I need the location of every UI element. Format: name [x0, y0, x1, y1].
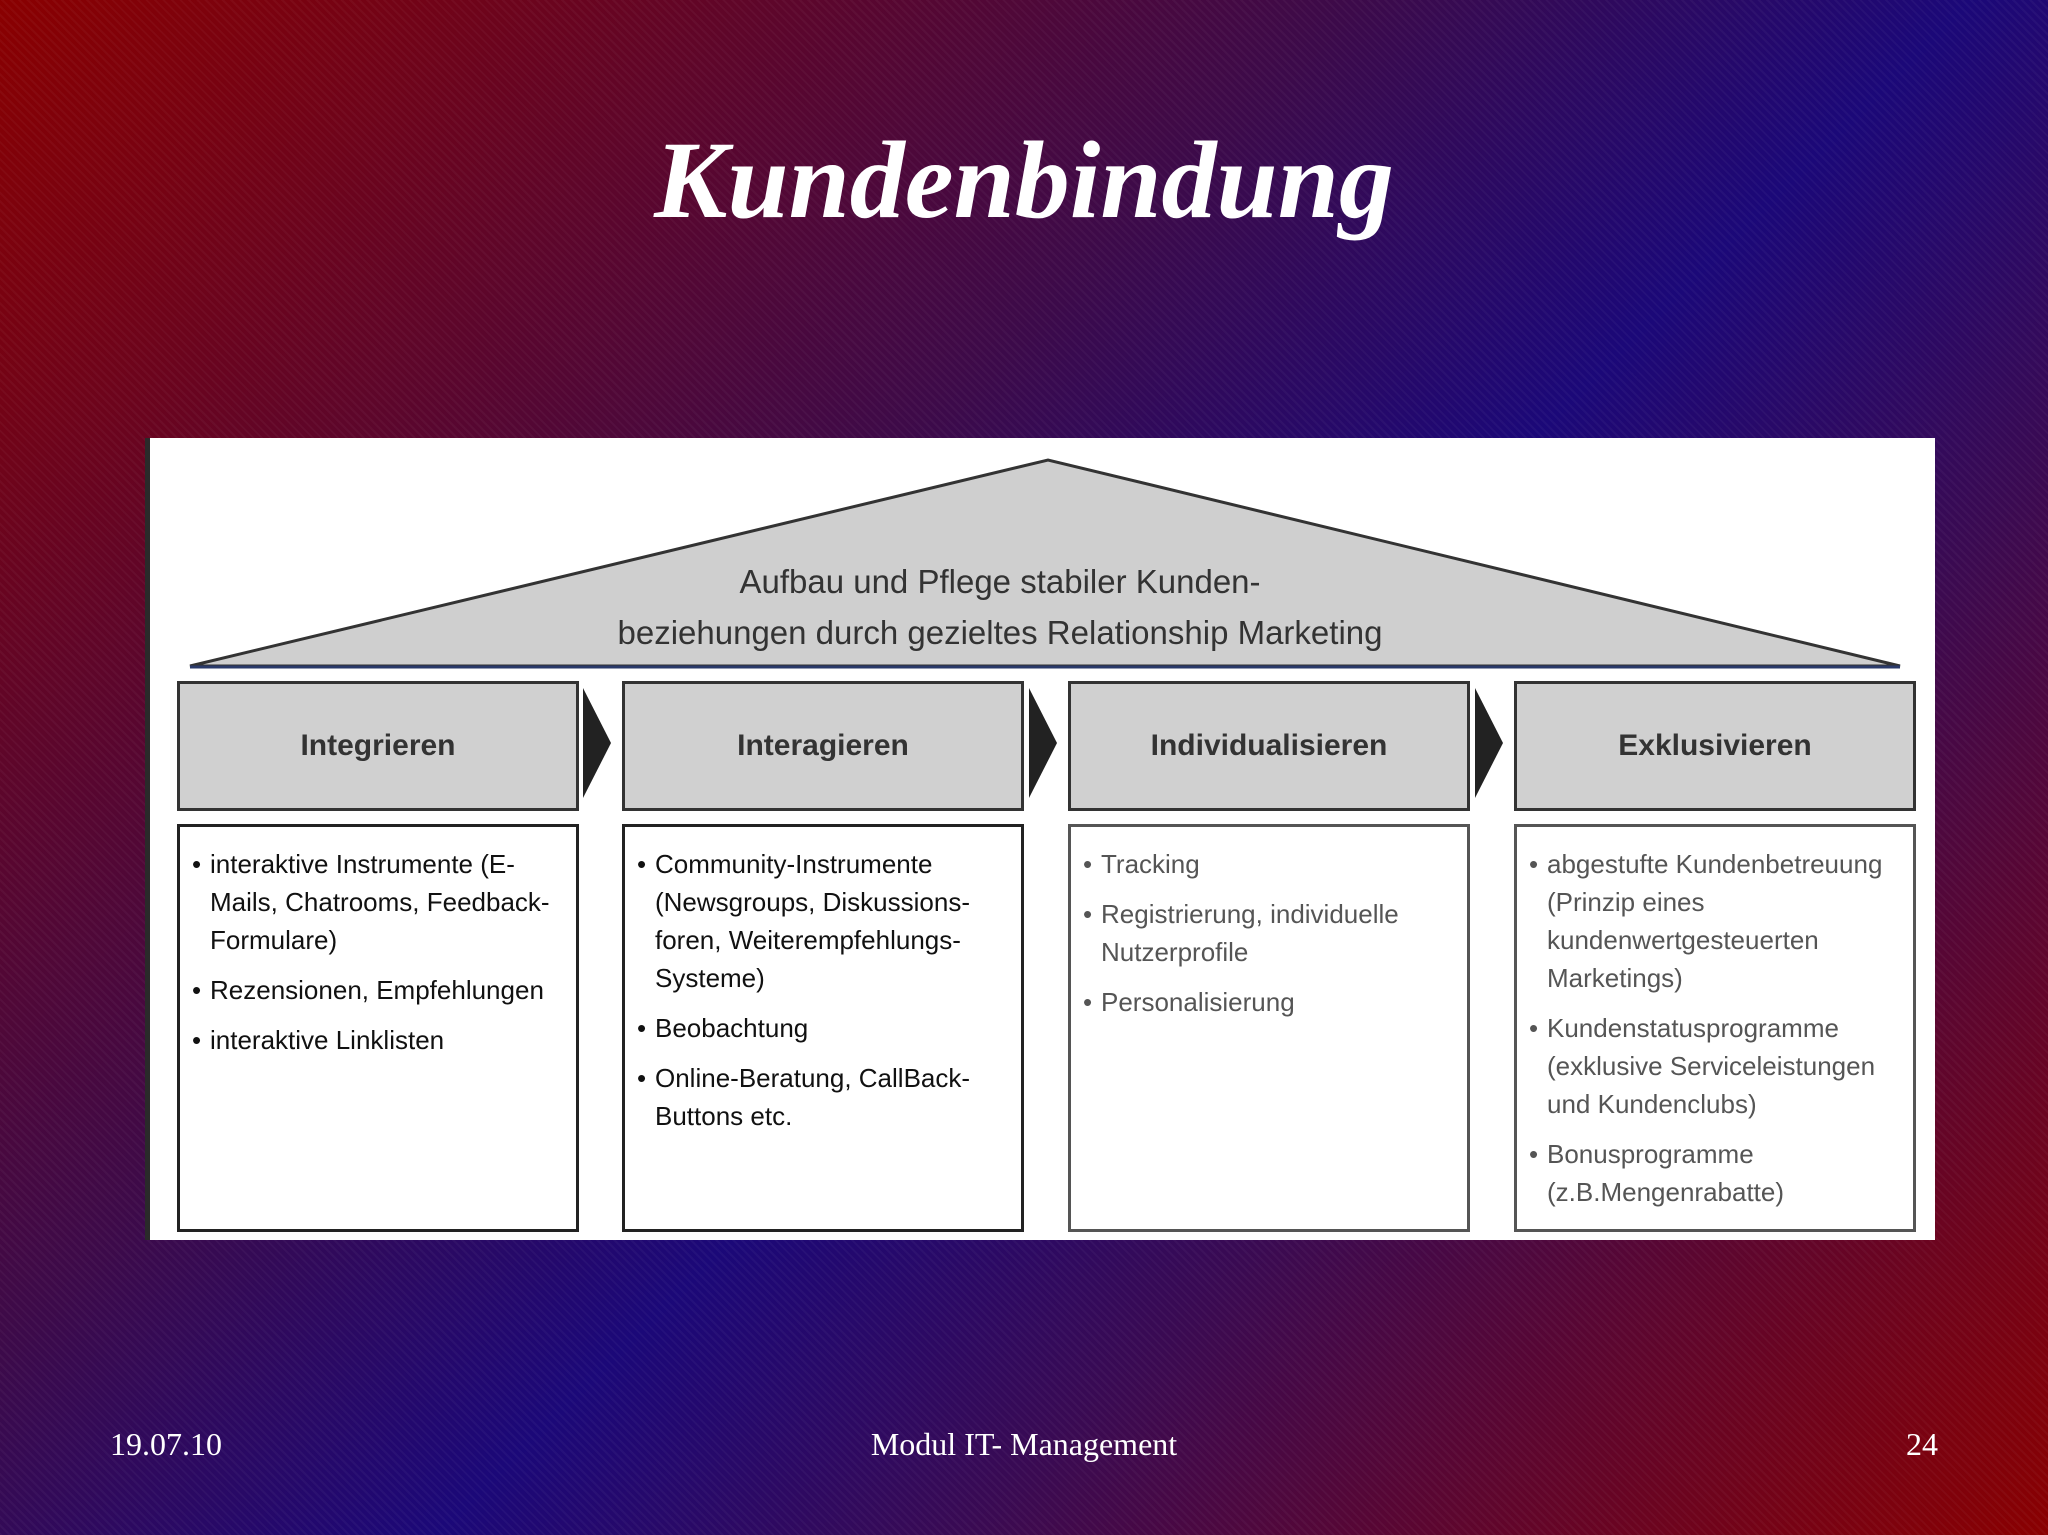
- list-item: • interaktive Instrumente (E-Mails, Chatrooms, Feedback-Formulare): [192, 845, 566, 959]
- footer-date: 19.07.10: [110, 1426, 222, 1462]
- list-item: • Registrierung, individuelle Nutzerprofile: [1083, 895, 1457, 971]
- footer-title: Modul IT- Management: [870, 1426, 1178, 1462]
- pillar-body-exklusivieren: [1514, 824, 1916, 1232]
- pillar-heading-interagieren: Interagieren: [622, 681, 1024, 811]
- page-number: 24: [1906, 1426, 1938, 1462]
- bullet-list: [637, 845, 1011, 1135]
- arrow-right-icon: [583, 688, 611, 798]
- bullet-list: [1083, 845, 1457, 1021]
- list-item: • Personalisierung: [1083, 983, 1457, 1021]
- pillar-heading-exklusivieren: Exklusivieren: [1514, 681, 1916, 811]
- list-item: • Community-Instrumente (Newsgroups, Diskussions-foren, Weiterempfehlungs-Systeme): [637, 845, 1011, 997]
- arrow-right-icon: [1475, 688, 1503, 798]
- list-item: • interaktive Linklisten: [192, 1021, 566, 1059]
- list-item: • abgestufte Kundenbetreuung (Prinzip eines kundenwertgesteuerten Marketings): [1529, 845, 1903, 997]
- pillar-body-individualisieren: [1068, 824, 1470, 1232]
- list-item: • Bonusprogramme (z.B.Mengenrabatte): [1529, 1135, 1903, 1211]
- slide-title: Kundenbindung: [654, 119, 1394, 241]
- bullet-list: [1529, 845, 1903, 1211]
- pillar-body-interagieren: [622, 824, 1024, 1232]
- relationship-marketing-diagram: [145, 438, 1935, 1240]
- arrow-right-icon: [1029, 688, 1057, 798]
- bullet-list: [192, 845, 566, 1059]
- list-item: • Beobachtung: [637, 1009, 1011, 1047]
- list-item: • Kundenstatusprogramme (exklusive Serviceleistungen und Kundenclubs): [1529, 1009, 1903, 1123]
- list-item: • Rezensionen, Empfehlungen: [192, 971, 566, 1009]
- pillar-body-integrieren: [177, 824, 579, 1232]
- pillar-heading-individualisieren: Individualisieren: [1068, 681, 1470, 811]
- pillar-heading-integrieren: Integrieren: [177, 681, 579, 811]
- roof-label: [550, 556, 1450, 658]
- list-item: • Tracking: [1083, 845, 1457, 883]
- list-item: • Online-Beratung, CallBack-Buttons etc.: [637, 1059, 1011, 1135]
- roof-label-line-2: beziehungen durch gezieltes Relationship Marketing: [617, 614, 1383, 651]
- roof-label-line-1: Aufbau und Pflege stabiler Kunden-: [739, 563, 1261, 600]
